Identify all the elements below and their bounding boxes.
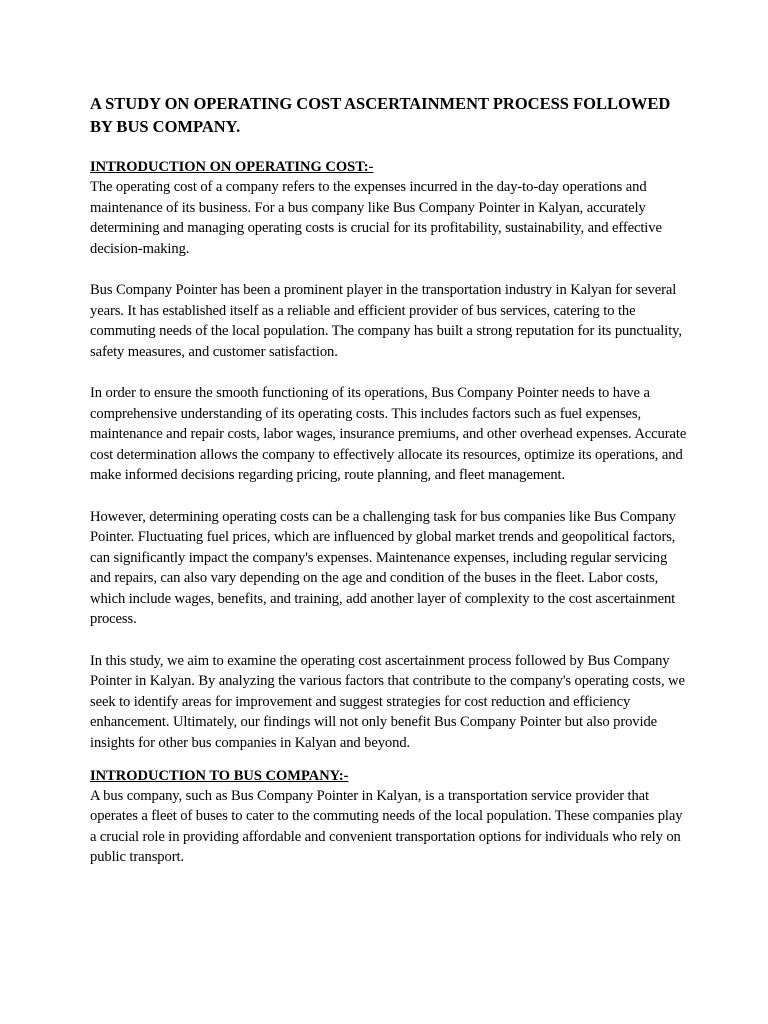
paragraph: However, determining operating costs can be a challenging task for bus companies like Bus Company Pointer. Fluctuating fuel prices, which are influenced by global market trends and geopolitical factors, can significantly impact the company's expenses. Maintenance expenses, including regular servicing and repairs, can also vary depending on the age and condition of the buses in the fleet. Labor costs, which include wages, benefits, and training, add another layer of complexity to the cost ascertainment process. (90, 508, 676, 628)
paragraph: In order to ensure the smooth functioning of its operations, Bus Company Pointer needs to have a comprehensive understanding of its operating costs. This includes factors such as fuel expenses, maintenance and repair costs, labor wages, insurance premiums, and other overhead expenses. Accurate cost determination allows the company to effectively allocate its resources, optimize its operations, and make informed decisions regarding pricing, route planning, and fleet management. (90, 384, 687, 484)
section-heading-bus-company: INTRODUCTION TO BUS COMPANY:- (90, 767, 349, 784)
section-operating-cost (90, 157, 690, 754)
document-page (90, 92, 690, 889)
paragraph: In this study, we aim to examine the operating cost ascertainment process followed by Bus Company Pointer in Kalyan. By analyzing the various factors that contribute to the company's operating costs, we seek to identify areas for improvement and suggest strategies for cost reduction and efficiency enhancement. Ultimately, our findings will not only benefit Bus Company Pointer but also provide insights for other bus companies in Kalyan and beyond. (90, 652, 685, 752)
document-title: A STUDY ON OPERATING COST ASCERTAINMENT PROCESS FOLLOWED BY BUS COMPANY. (90, 94, 671, 136)
paragraph: Bus Company Pointer has been a prominent player in the transportation industry in Kalyan for several years. It has established itself as a reliable and efficient provider of bus services, catering to the commuting needs of the local population. The company has built a strong reputation for its punctuality, safety measures, and customer satisfaction. (90, 281, 682, 360)
paragraph: The operating cost of a company refers to the expenses incurred in the day-to-day operations and maintenance of its business. For a bus company like Bus Company Pointer in Kalyan, accurately determining and managing operating costs is crucial for its profitability, sustainability, and effective decision-making. (90, 179, 662, 257)
section-heading-operating-cost: INTRODUCTION ON OPERATING COST:- (90, 159, 374, 175)
paragraph: A bus company, such as Bus Company Pointer in Kalyan, is a transportation service provider that operates a fleet of buses to cater to the commuting needs of the local population. These companies play a crucial role in providing affordable and convenient transportation options for individuals who rely on public transport. (90, 787, 683, 866)
section-bus-company (90, 766, 690, 868)
